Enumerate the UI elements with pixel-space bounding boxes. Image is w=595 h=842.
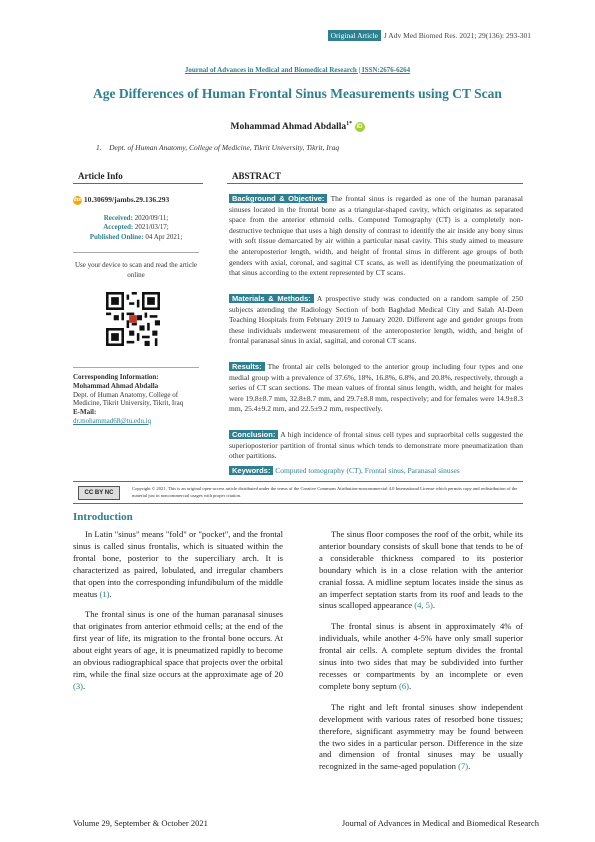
doi[interactable]: 10.30699/jambs.29.136.293 <box>83 195 170 204</box>
article-info-heading: Article Info <box>78 171 123 181</box>
article-info <box>73 195 199 280</box>
keywords-label: Keywords: <box>229 466 273 475</box>
results-text: The frontal air cells belonged to the anterior group including four types and one medial group with a prevalence of 37.6%, 18%, 16.8%, 6.8%, and 20.8%, respectively, through a series of CT scan sections. The mean values of frontal sinus length, width, and height for males were 19.8±8.7 mm, 32.8±8.7 mm, and 29.7±8.8 mm, respectively; and for females were 14.9±8.3 mm, 25.4±9.2 mm, and 22.5±9.2 mm, respectively. <box>229 362 523 414</box>
methods-label: Materials & Methods: <box>229 294 314 303</box>
divider <box>73 183 203 184</box>
scan-note: Use your device to scan and read the article online <box>73 252 199 280</box>
abstract-background <box>229 194 523 279</box>
intro-right-column <box>319 529 523 782</box>
doi-icon: doi <box>73 196 82 203</box>
citation-link[interactable]: (4, 5) <box>414 600 433 611</box>
abstract-methods <box>229 294 523 347</box>
abstract-heading: ABSTRACT <box>232 171 282 181</box>
received-label: Received: <box>103 213 133 222</box>
published-date: 04 Apr 2021; <box>145 232 183 241</box>
abstract-conclusion <box>229 430 523 462</box>
conclusion-label: Conclusion: <box>229 430 278 439</box>
keywords-text: Computed tomography (CT), Frontal sinus, Paranasal sinuses <box>275 466 460 475</box>
running-header <box>328 31 531 40</box>
received-date: 2020/09/11; <box>134 213 169 222</box>
author-name: Mohammad Ahmad Abdalla <box>230 122 347 133</box>
intro-heading: Introduction <box>73 511 133 523</box>
abstract-keywords <box>229 466 523 477</box>
conclusion-text: A high incidence of frontal sinus cell types and supraorbital cells suggested the superioposterior partition of frontal sinus which tends to demonstrate more pneumatization than other partitions. <box>229 430 523 461</box>
corr-dept: Dept. of Human Anatomy, College of Medicine, Tikrit University, Tikrit, Iraq <box>73 390 184 408</box>
corresponding-info <box>73 367 199 426</box>
intro-left-column <box>73 529 283 702</box>
copyright-notice: Copyright © 2021, This is an original open-access article distributed under the terms of the Creative Commons Attribution-noncommercial 4.0 International License which permits copy and redistribution of the material just in noncommercial usages with proper citation. <box>132 486 518 498</box>
published-label: Published Online: <box>89 232 144 241</box>
corr-name: Mohammad Ahmad Abdalla <box>73 381 159 390</box>
footer-volume: Volume 29, September & October 2021 <box>73 818 208 828</box>
divider <box>227 183 523 184</box>
author-line <box>0 121 595 132</box>
dates <box>73 214 199 243</box>
affiliation-text: Dept. of Human Anatomy, College of Medicine, Tikrit University, Tikrit, Iraq <box>109 143 340 152</box>
article-type-badge: Original Article <box>328 30 381 41</box>
email-label: E-Mail: <box>73 408 97 417</box>
abstract-results <box>229 362 523 415</box>
citation-link[interactable]: (3) <box>73 680 84 691</box>
affiliation-number: 1. <box>96 143 102 152</box>
email-link[interactable]: dr.mohammad68@tu.edu.iq <box>73 416 152 425</box>
affiliation <box>96 143 339 152</box>
journal-link[interactable]: Journal of Advances in Medical and Biomedical Research | ISSN:2676-6264 <box>184 66 411 74</box>
citation-link[interactable]: (6) <box>398 680 409 691</box>
article-title: Age Differences of Human Frontal Sinus Measurements using CT Scan <box>93 86 502 101</box>
corr-heading: Corresponding Information: <box>73 373 159 381</box>
qr-code[interactable] <box>106 292 160 346</box>
accepted-date: 2021/03/17; <box>134 223 169 232</box>
orcid-icon[interactable]: iD <box>356 123 363 130</box>
citation-link[interactable]: (1) <box>99 588 110 599</box>
citation-link[interactable]: (7) <box>458 761 469 772</box>
intro-paragraph: The right and left frontal sinuses show independent development with various rates of resorbed bone tissues; therefore, significant asymmetry may be found between the two sides in a particular person. Difference in the size and dimension of frontal sinuses may be usually recognized in the same-aged population (7). <box>319 701 523 772</box>
footer-journal: Journal of Advances in Medical and Biomedical Research <box>341 818 539 828</box>
divider <box>73 503 523 504</box>
methods-text: A prospective study was conducted on a random sample of 250 subjects attending the Radiology Section of both Baghdad Medical City and Salah Al-Deen Teaching Hospitals from February 2019 to January 2020. Different age and gender groups from these individuals underwent measurement of the anteroposterior length, width, and height of frontal paranasal sinus in axial, sagittal, and coronal CT scans. <box>229 294 523 346</box>
results-label: Results: <box>229 362 265 371</box>
background-text: The frontal sinus is regarded as one of the human paranasal sinuses located in the frontal bone as a triangular-shaped cavity, which originates as separated space from the anterior ethmoid cells. Computed Tomography (CT) is a completely non-destructive technique that uses a high density of contrast to identify the air inside any bony sinus with soft tissue demarcated by air within a particular nasal cavity. This study aimed to measure the anteroposterior length, width, and height of frontal sinus in different age groups of both genders with axial, coronal, and sagittal CT scans, as well as identifying the pneumatization of that sinus according to the extent represented by CT scans. <box>229 194 523 278</box>
doi-line <box>73 195 199 205</box>
background-label: Background & Objective: <box>229 194 327 203</box>
author-superscript: 1* <box>346 121 353 127</box>
intro-paragraph: The frontal sinus is one of the human paranasal sinuses that originates from anterior ethmoid cells; at the end of the first year of life, its migration to the frontal bone occurs. At about eight years of age, it is pneumatized rapidly to become an obvious radiographical space that projects over the orbital rim, while the final size occurs at the approximate age of 20 (3). <box>73 609 283 691</box>
citation: J Adv Med Biomed Res. 2021; 29(136): 293-301 <box>383 31 531 40</box>
divider <box>73 481 523 482</box>
intro-paragraph: In Latin "sinus" means "fold" or "pocket", and the frontal sinus is called sinus frontalis, which is situated within the frontal bone, posterior to the superciliary arch. It is characterized as paired, lobulated, and irregular chambers that open into the corresponding infundibulum of the middle meatus (1). <box>73 529 283 599</box>
intro-paragraph: The sinus floor composes the roof of the orbit, while its anterior boundary consists of skull bone that tends to be of a considerable thickness compared to its posterior boundary which is in a close relation with the anterior cranial fossa. A midline septum locates inside the sinus as an imperfect septation starts from its roof and leads to the sinus scalloped appearance (4, 5). <box>319 529 523 611</box>
intro-paragraph: The frontal sinus is absent in approximately 4% of individuals, while another 4-5% have only small superior frontal air cells. A complete septum divides the frontal sinus into two sides that may be subdivided into further recesses or compartments by an incomplete or even complete bony septum (6). <box>319 621 523 691</box>
accepted-label: Accepted: <box>103 223 134 232</box>
cc-license-icon[interactable]: CC BY NC <box>78 486 120 500</box>
